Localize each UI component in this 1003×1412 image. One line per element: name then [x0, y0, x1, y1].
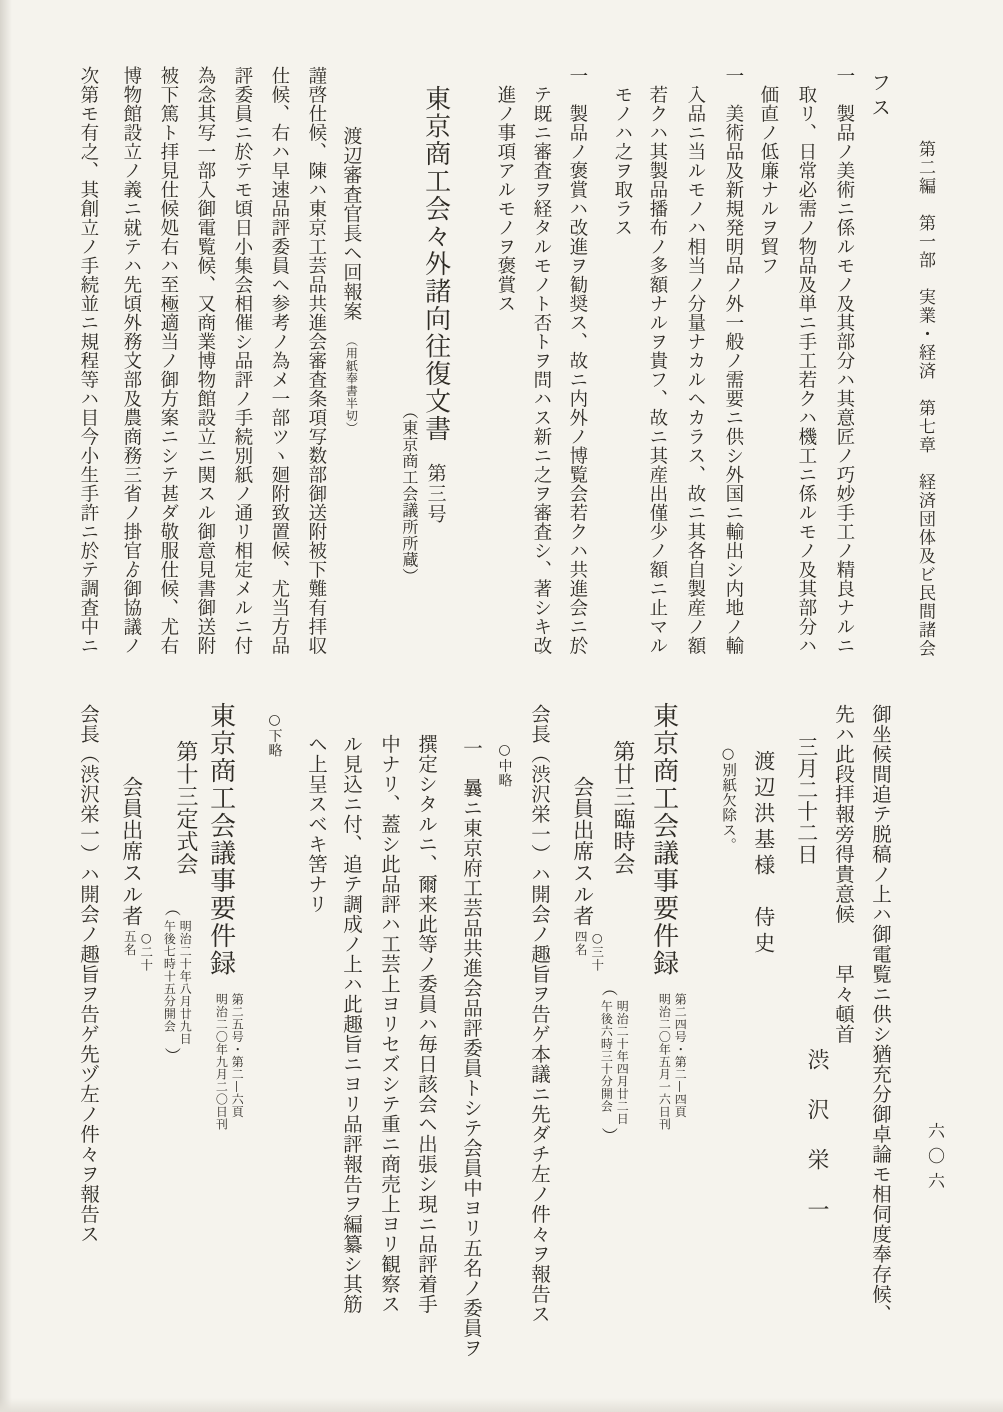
- text-run: モノハ之ヲ取ラス: [611, 85, 633, 237]
- continuation-column: [867, 72, 891, 122]
- text-run: 渡辺洪基様 侍史: [751, 750, 776, 958]
- text-run: 取リ、日常必需ノ物品及単ニ手工若クハ機工ニ係ルモノ及其部分ハ: [795, 85, 817, 655]
- text-run: 御坐候間追テ脱稿ノ上ハ御電覧ニ供シ猶充分御卓論モ相伺度奉存候、: [869, 704, 892, 1324]
- body-column: [194, 66, 216, 655]
- body-column: [77, 704, 100, 1244]
- running-header: 第二編 第一部 実業・経済 第七章 経済団体及ビ民間諸会: [915, 140, 936, 658]
- text-run: 一 美術品及新規発明品ノ外一般ノ需要ニ供シ外国ニ輸出シ内地ノ輸: [722, 66, 744, 655]
- body-column: [305, 734, 328, 914]
- list-item-column: [460, 738, 483, 1358]
- inline-annotation: 第二四号・第二—四頁 明治二〇年五月一六日刊: [657, 993, 688, 1131]
- text-run: ○下略: [266, 712, 283, 758]
- addressee-column: [751, 750, 776, 958]
- body-column: [415, 734, 438, 1314]
- section-heading-column: [420, 85, 451, 525]
- text-run: （: [599, 980, 619, 997]
- body-column: [120, 66, 142, 655]
- body-column: [231, 66, 253, 655]
- text-run: 第三号: [424, 442, 447, 525]
- text-run: 渋沢栄一: [803, 1048, 829, 1248]
- page-number: 六〇六: [924, 1122, 945, 1197]
- inline-annotation: 明治二十年四月廿二日 午後六時三十分開会: [599, 999, 630, 1125]
- citation-column: [655, 990, 687, 1134]
- body-column: [530, 85, 552, 655]
- inline-annotation: ○三十 四名: [573, 929, 605, 971]
- text-run: 若クハ其製品播布ノ多額ナルヲ貴フ、故ニ其産出僅少ノ額ニ止マル: [646, 85, 668, 655]
- text-run: 東京商工会議事要件録: [205, 702, 236, 977]
- text-run: 次第モ有之、其創立ノ手続並ニ規程等ハ目今小生手許ニ於テ調査中ニ: [77, 66, 99, 655]
- subheading-column: [340, 126, 362, 435]
- inline-annotation: ○二十 五名: [122, 929, 154, 971]
- list-item-column: [722, 66, 744, 655]
- text-run: [340, 321, 362, 341]
- body-column: [494, 85, 516, 313]
- note-column: [266, 712, 283, 758]
- text-run: 撰定シタルニ、爾来此等ノ委員ハ毎日該会ヘ出張シ現ニ品評着手: [415, 734, 438, 1314]
- text-run: 被下篤ト拝見仕候処右ハ至極適当ノ御方案ニシテ甚ダ敬服仕候、尤右: [157, 66, 179, 655]
- text-run: 謹啓仕候、陳ハ東京工芸品共進会審査条項写数部御送附被下難有拝収: [305, 66, 327, 655]
- text-run: 一 曩ニ東京府工芸品共進会品評委員トシテ会員中ヨリ五名ノ委員ヲ: [460, 738, 483, 1358]
- text-run: ヘ上呈スベキ筈ナリ: [305, 734, 328, 914]
- text-run: ）: [599, 1127, 619, 1144]
- citation-column: [160, 900, 192, 1064]
- body-column: [757, 85, 779, 275]
- subheading-column: [609, 740, 635, 875]
- section-heading-column: [205, 702, 236, 977]
- attendance-column: [570, 776, 605, 974]
- body-column: [611, 85, 633, 237]
- list-item-column: [566, 66, 588, 655]
- text-run: 為念其写一部入御電覧候、又商業博物館設立ニ関スル御意見書御送附: [194, 66, 216, 655]
- note-column: [496, 742, 513, 788]
- text-run: 先ハ此段拝報旁得貴意候 早々頓首: [832, 704, 855, 1044]
- body-column: [646, 85, 668, 655]
- source-note-column: [399, 403, 418, 585]
- text-run: ○中略: [496, 742, 513, 788]
- inline-annotation: 明治二十年八月廿九日 午後七時十五分開会: [162, 919, 193, 1045]
- body-column: [157, 66, 179, 655]
- text-run: 一 製品ノ褒賞ハ改進ヲ勧奨ス、故ニ内外ノ博覧会若クハ共進会ニ於: [566, 66, 588, 655]
- attendance-column: [119, 776, 154, 974]
- text-run: （東京商工会議所所蔵）: [399, 403, 419, 585]
- citation-column: [597, 980, 629, 1144]
- text-run: 評委員ニ於テモ頃日小集会相催シ品評ノ手続別紙ノ通リ相定メルニ付: [231, 66, 253, 655]
- text-run: 第廿三臨時会: [609, 740, 635, 875]
- text-run: 博物館設立ノ義ニ就テハ先頃外務文部及農商務三省ノ掛官ゟ御協議ノ: [120, 66, 142, 655]
- text-run: （: [162, 900, 182, 917]
- note-column: [719, 746, 736, 853]
- text-run: 価直ノ低廉ナルヲ貿フ: [757, 85, 779, 275]
- text-run: ○別紙欠除ス。: [720, 746, 737, 853]
- body-column: [268, 66, 290, 655]
- citation-column: [212, 990, 244, 1134]
- text-run: 会長（渋沢栄一）ハ開会ノ趣旨ヲ告ゲ本議ニ先ダチ左ノ件々ヲ報告ス: [528, 704, 551, 1324]
- text-run: ）: [162, 1047, 182, 1064]
- text-run: 東京商工会々外諸向往復文書: [420, 85, 451, 443]
- text-run: 進ノ事項アルモノヲ褒賞ス: [494, 85, 516, 313]
- body-column: [378, 734, 401, 1314]
- text-run: 会員出席スル者: [570, 776, 595, 927]
- text-run: 会員出席スル者: [119, 776, 144, 927]
- text-run: 三月二十二日: [794, 736, 819, 865]
- text-run: 第十三定式会: [172, 740, 198, 875]
- section-heading-column: [648, 702, 679, 977]
- text-run: フス: [867, 72, 892, 122]
- text-run: 会長（渋沢栄一）ハ開会ノ趣旨ヲ告ゲ先ヅ左ノ件々ヲ報告ス: [77, 704, 100, 1244]
- body-column: [869, 704, 892, 1324]
- text-run: 東京商工会議事要件録: [648, 702, 679, 977]
- inline-annotation: 第二五号・第二—六頁 明治二〇年九月二〇日刊: [214, 993, 245, 1131]
- body-column: [528, 704, 551, 1324]
- body-column: [684, 85, 706, 655]
- date-column: [794, 736, 819, 865]
- text-run: 仕候、右ハ早速品評委員ヘ参考ノ為メ一部ツヽ廻附致置候、尤当方品: [268, 66, 290, 655]
- text-run: （用紙奉書半切）: [344, 340, 359, 435]
- body-column: [795, 85, 817, 655]
- body-column: [77, 66, 99, 655]
- text-run: テ既ニ審査ヲ経タルモノト否トヲ問ハス新ニ之ヲ審査シ、著シキ改: [530, 85, 552, 655]
- body-column: [340, 734, 363, 1314]
- body-column: [832, 704, 855, 1044]
- body-column: [305, 66, 327, 655]
- list-item-column: [833, 66, 855, 655]
- text-run: 渡辺審査官長ヘ回報案: [340, 126, 363, 321]
- text-run: 入品ニ当ルモノハ相当ノ分量ナカルヘカラス、故ニ其各自製産ノ額: [684, 85, 706, 655]
- text-run: 一 製品ノ美術ニ係ルモノ及其部分ハ其意匠ノ巧妙手工ノ精良ナルニ: [833, 66, 855, 655]
- signature-column: [803, 1048, 829, 1248]
- subheading-column: [172, 740, 198, 875]
- text-run: 中ナリ、蓋シ此品評ハ工芸上ヨリセズシテ重ニ商売上ヨリ観察ス: [378, 734, 401, 1314]
- text-run: ル見込ニ付、追テ調成ノ上ハ此趣旨ニヨリ品評報告ヲ編纂シ其筋: [340, 734, 363, 1314]
